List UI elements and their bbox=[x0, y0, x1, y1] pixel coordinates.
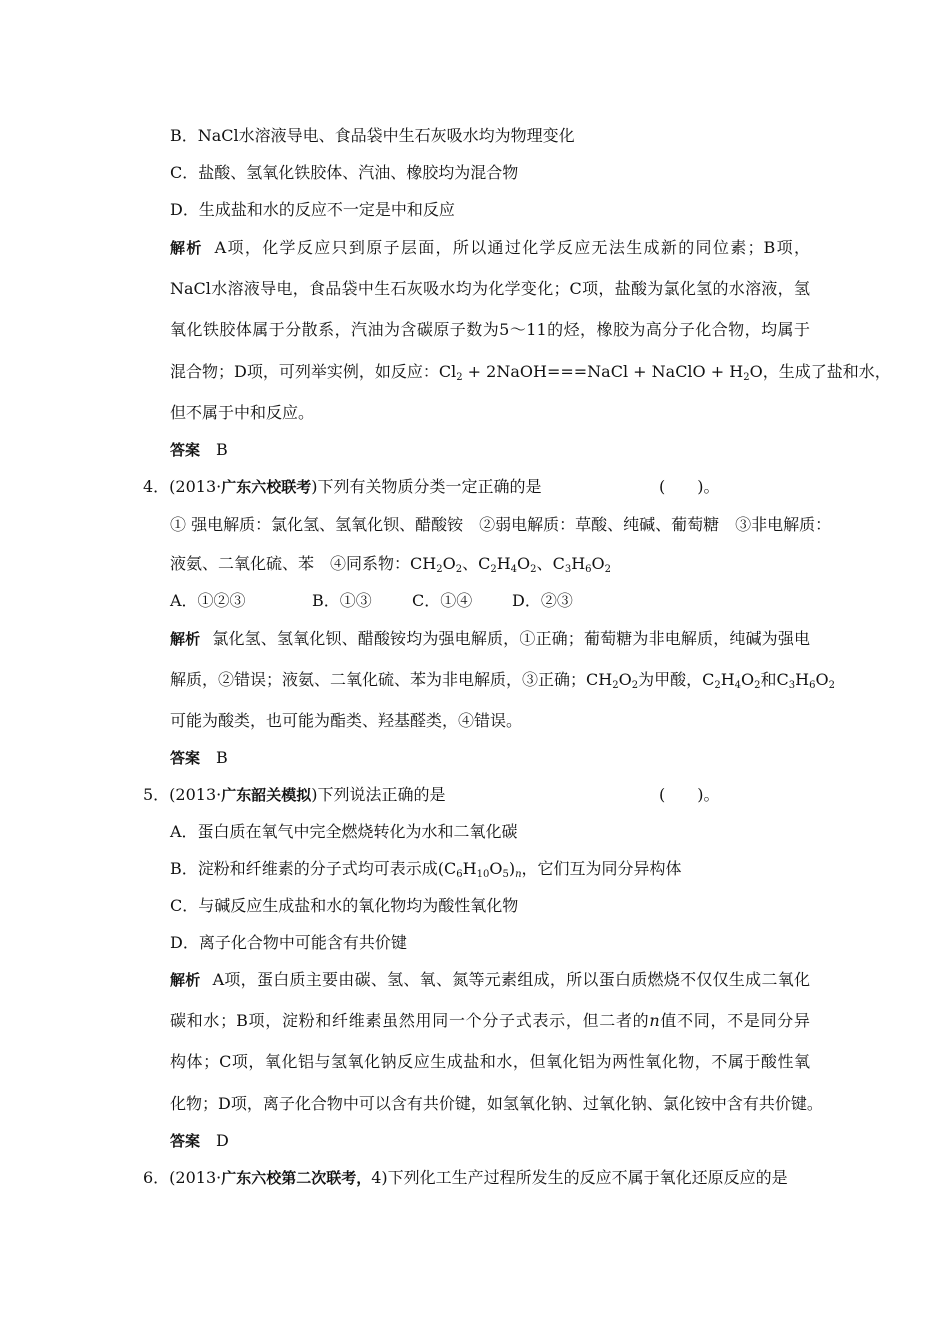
q4-analysis-line-3: 可能为酸类，也可能为酯类、羟基醛类，④错误。 bbox=[170, 711, 523, 730]
q4-analysis-line-2: 解质，②错误；液氨、二氧化硫、苯为非电解质，③正确；$CH_2O_2$为甲酸，$C_2H_4O_2$和$C_3H_6O_2$ bbox=[170, 670, 835, 691]
analysis-label: 解析 bbox=[170, 630, 201, 648]
analysis-label: 解析 bbox=[170, 971, 201, 989]
q5-analysis-line-4: 化物；D项，离子化合物中可以含有共价键，如氢氧化钠、过氧化钠、氯化铵中含有共价键。 bbox=[170, 1094, 823, 1113]
q5-answer-blank: ( )。 bbox=[659, 785, 720, 804]
q3-analysis-line-3: 氧化铁胶体属于分散系，汽油为含碳原子数为5～11的烃，橡胶为高分子化合物，均属于 bbox=[170, 320, 810, 339]
q6-source: 广东六校第二次联考， bbox=[221, 1169, 372, 1187]
q4-analysis-line-1: 解析 氯化氢、氢氧化钡、醋酸铵均为强电解质，①正确；葡萄糖为非电解质，纯碱为强电 bbox=[170, 629, 810, 648]
analysis-label: 解析 bbox=[170, 239, 203, 257]
q5-option-c: C．与碱反应生成盐和水的氧化物均为酸性氧化物 bbox=[170, 896, 519, 915]
q4-option-d: D．②③ bbox=[512, 591, 573, 610]
q5-analysis-line-2: 碳和水；B项，淀粉和纤维素虽然用同一个分子式表示，但二者的n值不同，不是同分异 bbox=[170, 1011, 810, 1030]
q5-option-a: A．蛋白质在氧气中完全燃烧转化为水和二氧化碳 bbox=[170, 822, 518, 841]
answer-label: 答案 bbox=[170, 441, 201, 459]
q5-answer: 答案 D bbox=[170, 1131, 229, 1150]
q3-analysis-line-4: 混合物；D项，可列举实例，如反应：$Cl_2$ + 2NaOH===NaCl + NaClO + $H_2O$，生成了盐和水， bbox=[170, 362, 891, 383]
answer-label: 答案 bbox=[170, 749, 201, 767]
q5-analysis-line-3: 构体；C项，氧化铝与氢氧化钠反应生成盐和水，但氧化铝为两性氧化物，不属于酸性氧 bbox=[170, 1052, 810, 1071]
q4-option-b: B．①③ bbox=[312, 591, 372, 610]
q6-stem: 6．(2013·广东六校第二次联考，4)下列化工生产过程所发生的反应不属于氧化还原反应的是 bbox=[143, 1168, 788, 1187]
q4-answer: 答案 B bbox=[170, 748, 228, 767]
q4-answer-blank: ( )。 bbox=[659, 477, 720, 496]
q4-items-line-1: ① 强电解质：氯化氢、氢氧化钡、醋酸铵 ②弱电解质：草酸、纯碱、葡萄糖 ③非电解质： bbox=[170, 515, 832, 534]
q4-option-c: C．①④ bbox=[412, 591, 473, 610]
q3-option-b: B．NaCl水溶液导电、食品袋中生石灰吸水均为物理变化 bbox=[170, 126, 575, 145]
q3-analysis-line-2: NaCl水溶液导电，食品袋中生石灰吸水均为化学变化；C项，盐酸为氯化氢的水溶液，氢 bbox=[170, 279, 810, 298]
q3-analysis-line-5: 但不属于中和反应。 bbox=[170, 403, 315, 422]
q5-option-b: B．淀粉和纤维素的分子式均可表示成$(C_6H_{10}O_5)_n$，它们互为同分异构体 bbox=[170, 859, 682, 880]
answer-label: 答案 bbox=[170, 1132, 201, 1150]
q4-stem: 4．(2013·广东六校联考)下列有关物质分类一定正确的是 bbox=[143, 477, 542, 496]
q4-source: 广东六校联考 bbox=[221, 478, 312, 496]
q5-source: 广东韶关模拟 bbox=[221, 786, 312, 804]
q3-option-c: C．盐酸、氢氧化铁胶体、汽油、橡胶均为混合物 bbox=[170, 163, 519, 182]
q5-analysis-line-1: 解析 A项，蛋白质主要由碳、氢、氧、氮等元素组成，所以蛋白质燃烧不仅仅生成二氧化 bbox=[170, 970, 810, 989]
q5-stem: 5．(2013·广东韶关模拟)下列说法正确的是 bbox=[143, 785, 446, 804]
q4-option-a: A．①②③ bbox=[170, 591, 246, 610]
q3-option-d: D．生成盐和水的反应不一定是中和反应 bbox=[170, 200, 455, 219]
q3-analysis-line-1: 解析 A项，化学反应只到原子层面，所以通过化学反应无法生成新的同位素；B项， bbox=[170, 238, 810, 257]
q3-answer: 答案 B bbox=[170, 440, 228, 459]
q5-option-d: D．离子化合物中可能含有共价键 bbox=[170, 933, 407, 952]
q4-items-line-2: 液氨、二氧化硫、苯 ④同系物：$CH_2O_2$、$C_2H_4O_2$、$C_3H_6O_2$ bbox=[170, 554, 612, 575]
